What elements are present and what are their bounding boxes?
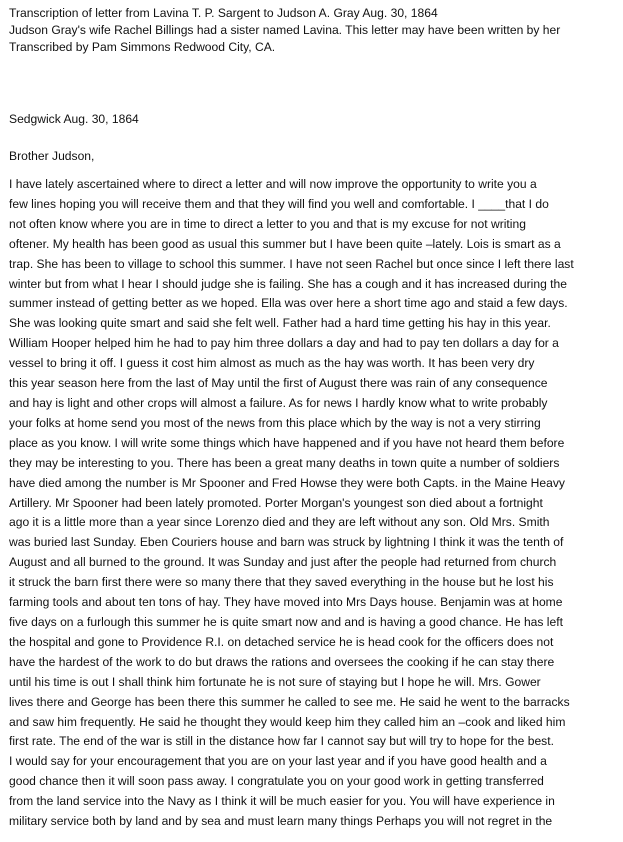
body-line: good chance then it will soon pass away. I congratulate you on your good work in getting transferred — [9, 774, 544, 789]
body-line: not often know where you are in time to direct a letter to you and that is my excuse for not writing — [9, 216, 526, 231]
letter-salutation: Brother Judson, — [9, 149, 95, 163]
body-line: and hay is light and other crops will almost a failure. As for news I hardly know what to write probably — [9, 396, 548, 410]
body-line: lives there and George has been there this summer he called to see me. He said he went to the barracks — [9, 694, 570, 709]
body-line: the hospital and gone to Providence R.I. on detached service he is head cook for the officers does not — [9, 634, 554, 649]
body-line: have the hardest of the work to do but draws the rations and oversees the cooking if he can stay there — [9, 654, 555, 669]
header-line: Transcribed by Pam Simmons Redwood City, CA. — [9, 40, 276, 54]
body-line: your folks at home send you most of the news from this place which by the way is not a very stirring — [9, 415, 541, 430]
body-line: ago it is a little more than a year since Lorenzo died and they are left without any son. Old Mrs. Smith — [9, 515, 550, 530]
body-line: She was looking quite smart and said she felt well. Father had a hard time getting his hay in this year. — [9, 316, 551, 331]
body-line: summer instead of getting better as we hoped. Ella was over here a short time ago and staid a few days. — [9, 296, 568, 311]
body-line: military service both by land and by sea and must learn many things Perhaps you will not regret in the — [9, 814, 553, 829]
body-line: this year season here from the last of May until the first of August there was rain of any consequence — [9, 376, 548, 391]
body-line: it struck the barn first there were so many there that they saved everything in the house but he lost his — [9, 575, 554, 590]
body-line: Artillery. Mr Spooner had been lately promoted. Porter Morgan's youngest son died about a fortnight — [9, 495, 543, 510]
header-line: Transcription of letter from Lavina T. P. Sargent to Judson A. Gray Aug. 30, 1864 — [9, 6, 438, 20]
body-line: five days on a furlough this summer he is quite smart now and and is having a good chance. He has left — [9, 615, 563, 629]
body-line: farming tools and about ten tons of hay. They have moved into Mrs Days house. Benjamin was at home — [9, 595, 563, 610]
body-line: and saw him frequently. He said he thought they would keep him they called him an –cook and liked him — [9, 714, 566, 729]
body-line: place as you know. I will write some things which have happened and if you have not heard them before — [9, 435, 565, 450]
body-line: I have lately ascertained where to direct a letter and will now improve the opportunity to write you a — [9, 177, 537, 191]
body-line: from the land service into the Navy as I think it will be much easier for you. You will have experience in — [9, 794, 555, 809]
body-line: until his time is out I shall think him fortunate he is not sure of staying but I hope he will. Mrs. Gower — [9, 674, 541, 689]
body-line: trap. She has been to village to school this summer. I have not seen Rachel but once since I left there last — [9, 256, 574, 271]
body-line: I would say for your encouragement that you are on your last year and if you have good health and a — [9, 754, 547, 769]
body-line: first rate. The end of the war is still in the distance how far I cannot say but will try to hope for the best. — [9, 734, 554, 749]
body-line: oftener. My health has been good as usual this summer but I have been quite –lately. Lois is smart as a — [9, 236, 561, 251]
body-line: vessel to bring it off. I guess it cost him almost as much as the hay was worth. It has been very dry — [9, 356, 535, 371]
body-line: winter but from what I hear I should judge she is failing. She has a cough and it has increased during the — [9, 276, 567, 291]
body-line: August and all burned to the ground. It was Sunday and just after the people had returned from church — [9, 555, 557, 570]
body-line: they may be interesting to you. There has been a great many deaths in town quite a number of soldiers — [9, 455, 560, 470]
body-line: have died among the number is Mr Spooner and Fred Howse they were both Capts. in the Maine Heavy — [9, 475, 565, 490]
letter-dateline: Sedgwick Aug. 30, 1864 — [9, 112, 139, 126]
body-line: William Hooper helped him he had to pay him three dollars a day and had to pay ten dollars a day for a — [9, 336, 559, 351]
body-line: few lines hoping you will receive them and that they will find you well and comfortable. I ____that I do — [9, 196, 549, 211]
body-line: was buried last Sunday. Eben Couriers house and barn was struck by lightning I think it was the tenth of — [9, 535, 564, 550]
header-line: Judson Gray's wife Rachel Billings had a sister named Lavina. This letter may have been written by her — [9, 23, 561, 37]
